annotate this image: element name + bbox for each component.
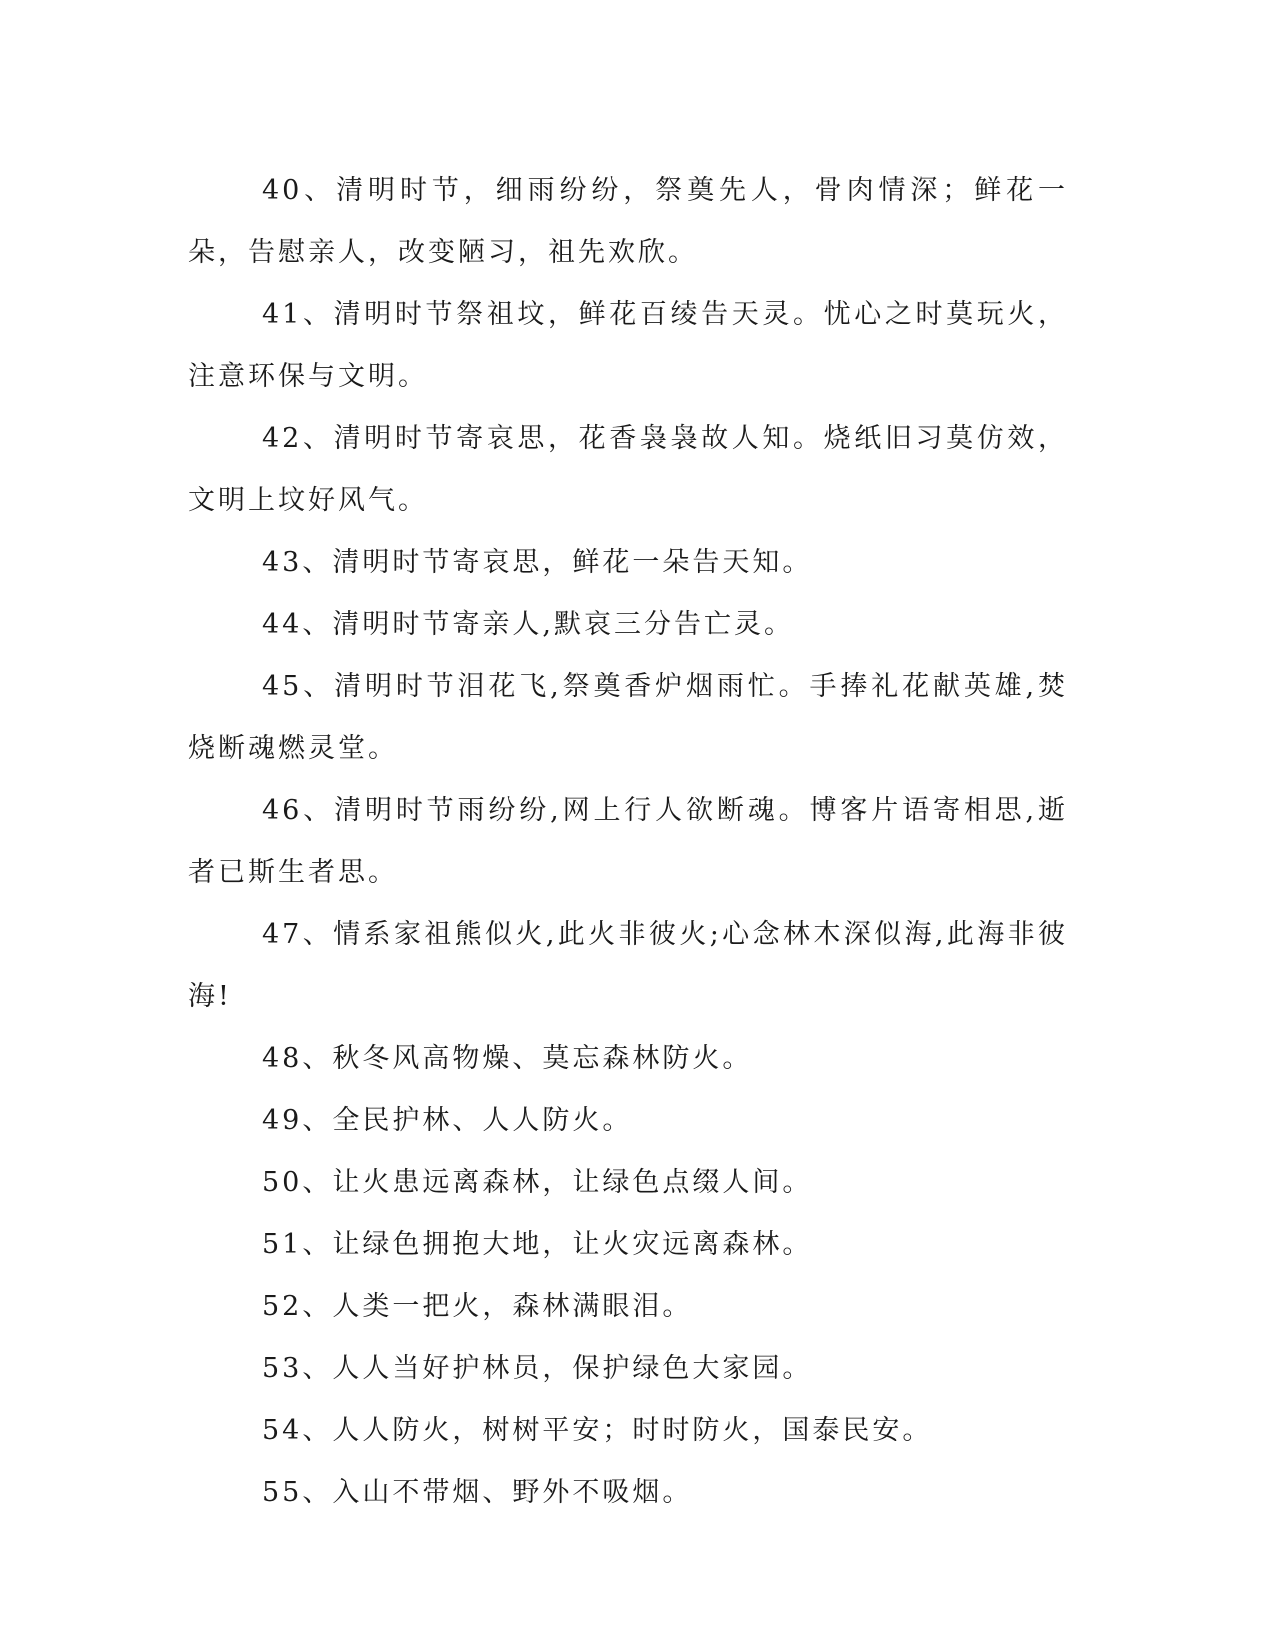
paragraph-48: 48、秋冬风高物燥、莫忘森林防火。 — [262, 1043, 753, 1074]
paragraph-44: 44、清明时节寄亲人,默哀三分告亡灵。 — [262, 609, 794, 640]
paragraph-40: 40、清明时节，细雨纷纷，祭奠先人，骨肉情深；鲜花一朵，告慰亲人，改变陋习，祖先欢欣。 — [188, 175, 1068, 268]
paragraph-45: 45、清明时节泪花飞,祭奠香炉烟雨忙。手捧礼花献英雄,焚烧断魂燃灵堂。 — [188, 671, 1068, 764]
paragraph-55: 55、入山不带烟、野外不吸烟。 — [262, 1477, 693, 1508]
paragraph-41: 41、清明时节祭祖坟，鲜花百绫告天灵。忧心之时莫玩火，注意环保与文明。 — [188, 299, 1068, 392]
paragraph-46: 46、清明时节雨纷纷,网上行人欲断魂。博客片语寄相思,逝者已斯生者思。 — [188, 795, 1068, 888]
paragraph-52: 52、人类一把火，森林满眼泪。 — [262, 1291, 693, 1322]
paragraph-42: 42、清明时节寄哀思，花香袅袅故人知。烧纸旧习莫仿效，文明上坟好风气。 — [188, 423, 1068, 516]
document-body — [188, 160, 1068, 1524]
paragraph-53: 53、人人当好护林员，保护绿色大家园。 — [262, 1353, 813, 1384]
paragraph-43: 43、清明时节寄哀思，鲜花一朵告天知。 — [262, 547, 813, 578]
paragraph-47: 47、情系家祖熊似火,此火非彼火;心念林木深似海,此海非彼海! — [188, 919, 1068, 1012]
paragraph-51: 51、让绿色拥抱大地，让火灾远离森林。 — [262, 1229, 813, 1260]
paragraph-50: 50、让火患远离森林，让绿色点缀人间。 — [262, 1167, 813, 1198]
paragraph-54: 54、人人防火，树树平安；时时防火，国泰民安。 — [262, 1415, 933, 1446]
paragraph-49: 49、全民护林、人人防火。 — [262, 1105, 633, 1136]
